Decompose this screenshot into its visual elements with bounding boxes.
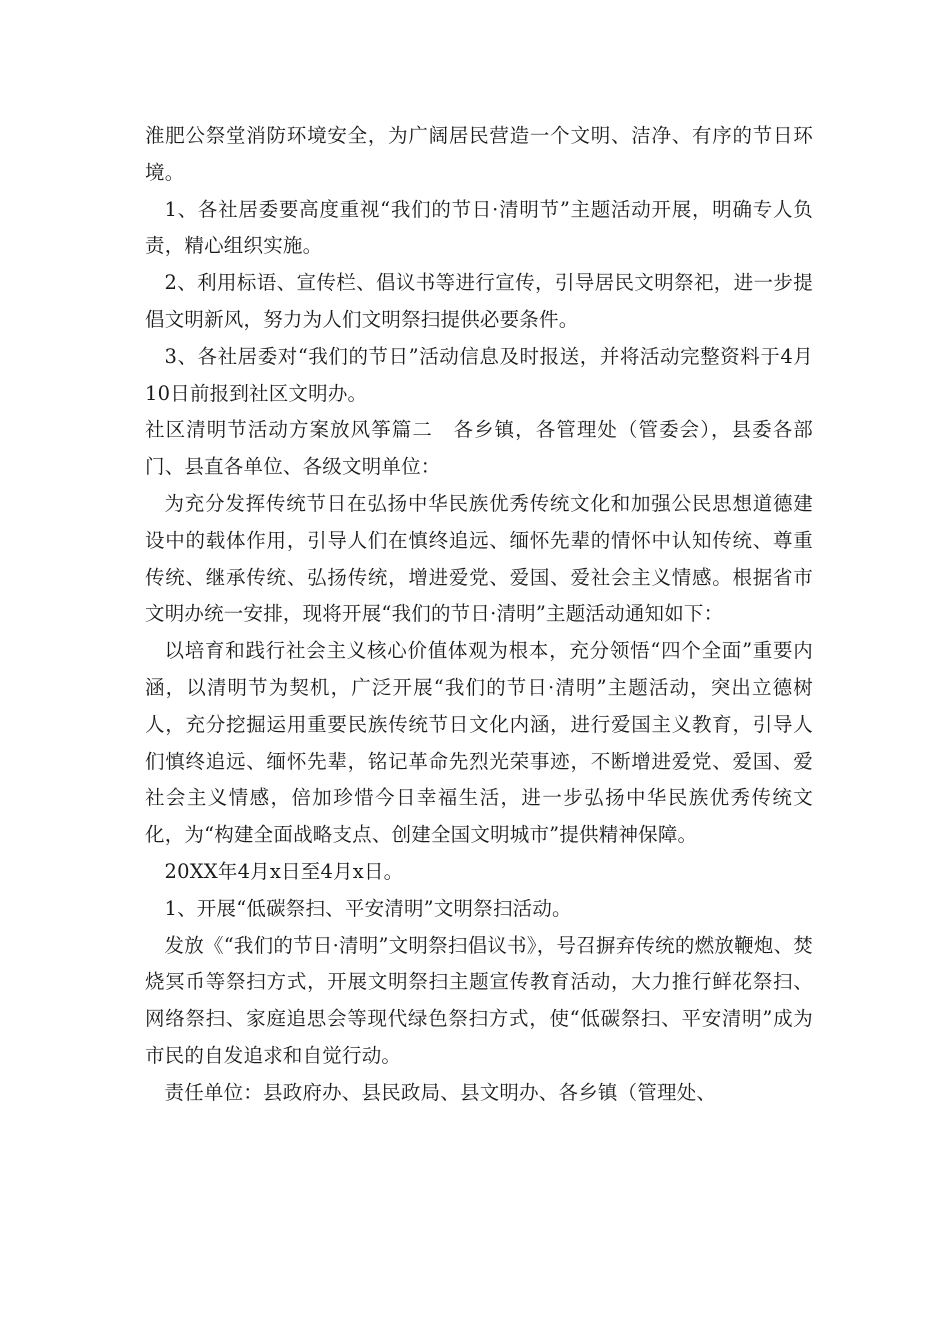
paragraph-8: 20XX年4月x日至4月x日。	[164, 859, 404, 883]
paragraph-7: 以培育和践行社会主义核心价值体观为根本，充分领悟“四个全面”重要内涵，以清明节为契机，广泛开展“我们的节日·清明”主题活动，突出立德树人，充分挖掘运用重要民族传统节日文化内涵，进行爱国主义教育，引导人们慎终追远、缅怀先辈，铭记革命先烈光荣事迹，不断增进爱党、爱国、爱社会主义情感，倍加珍惜今日幸福生活，进一步弘扬中华民族优秀传统文化，为“构建全面战略支点、创建全国文明城市”提供精神保障。	[145, 639, 813, 847]
document-body	[145, 118, 813, 1112]
paragraph-4: 3、各社居委对“我们的节日”活动信息及时报送，并将活动完整资料于4月10日前报到社区文明办。	[145, 344, 813, 405]
paragraph-11: 责任单位：县政府办、县民政局、县文明办、各乡镇（管理处、	[164, 1080, 717, 1104]
paragraph-9: 1、开展“低碳祭扫、平安清明”文明祭扫活动。	[164, 896, 572, 920]
paragraph-3: 2、利用标语、宣传栏、倡议书等进行宣传，引导居民文明祭祀，进一步提倡文明新风，努力为人们文明祭扫提供必要条件。	[145, 271, 813, 331]
paragraph-1: 淮肥公祭堂消防环境安全，为广阔居民营造一个文明、洁净、有序的节日环境。	[145, 124, 813, 184]
paragraph-2: 1、各社居委要高度重视“我们的节日·清明节”主题活动开展，明确专人负责，精心组织实施。	[145, 197, 813, 258]
paragraph-10: 发放《“我们的节日·清明”文明祭扫倡议书》，号召摒弃传统的燃放鞭炮、焚烧冥币等祭扫方式，开展文明祭扫主题宣传教育活动，大力推行鲜花祭扫、网络祭扫、家庭追思会等现代绿色祭扫方式，使“低碳祭扫、平安清明”成为市民的自发追求和自觉行动。	[145, 933, 813, 1067]
section-heading-paragraph: 社区清明节活动方案放风筝篇二 各乡镇，各管理处（管委会），县委各部门、县直各单位、各级文明单位：	[145, 418, 813, 479]
paragraph-6: 为充分发挥传统节日在弘扬中华民族优秀传统文化和加强公民思想道德建设中的载体作用，引导人们在慎终追远、缅怀先辈的情怀中认知传统、尊重传统、继承传统、弘扬传统，增进爱党、爱国、爱社会主义情感。根据省市文明办统一安排，现将开展“我们的节日·清明”主题活动通知如下：	[145, 491, 813, 626]
